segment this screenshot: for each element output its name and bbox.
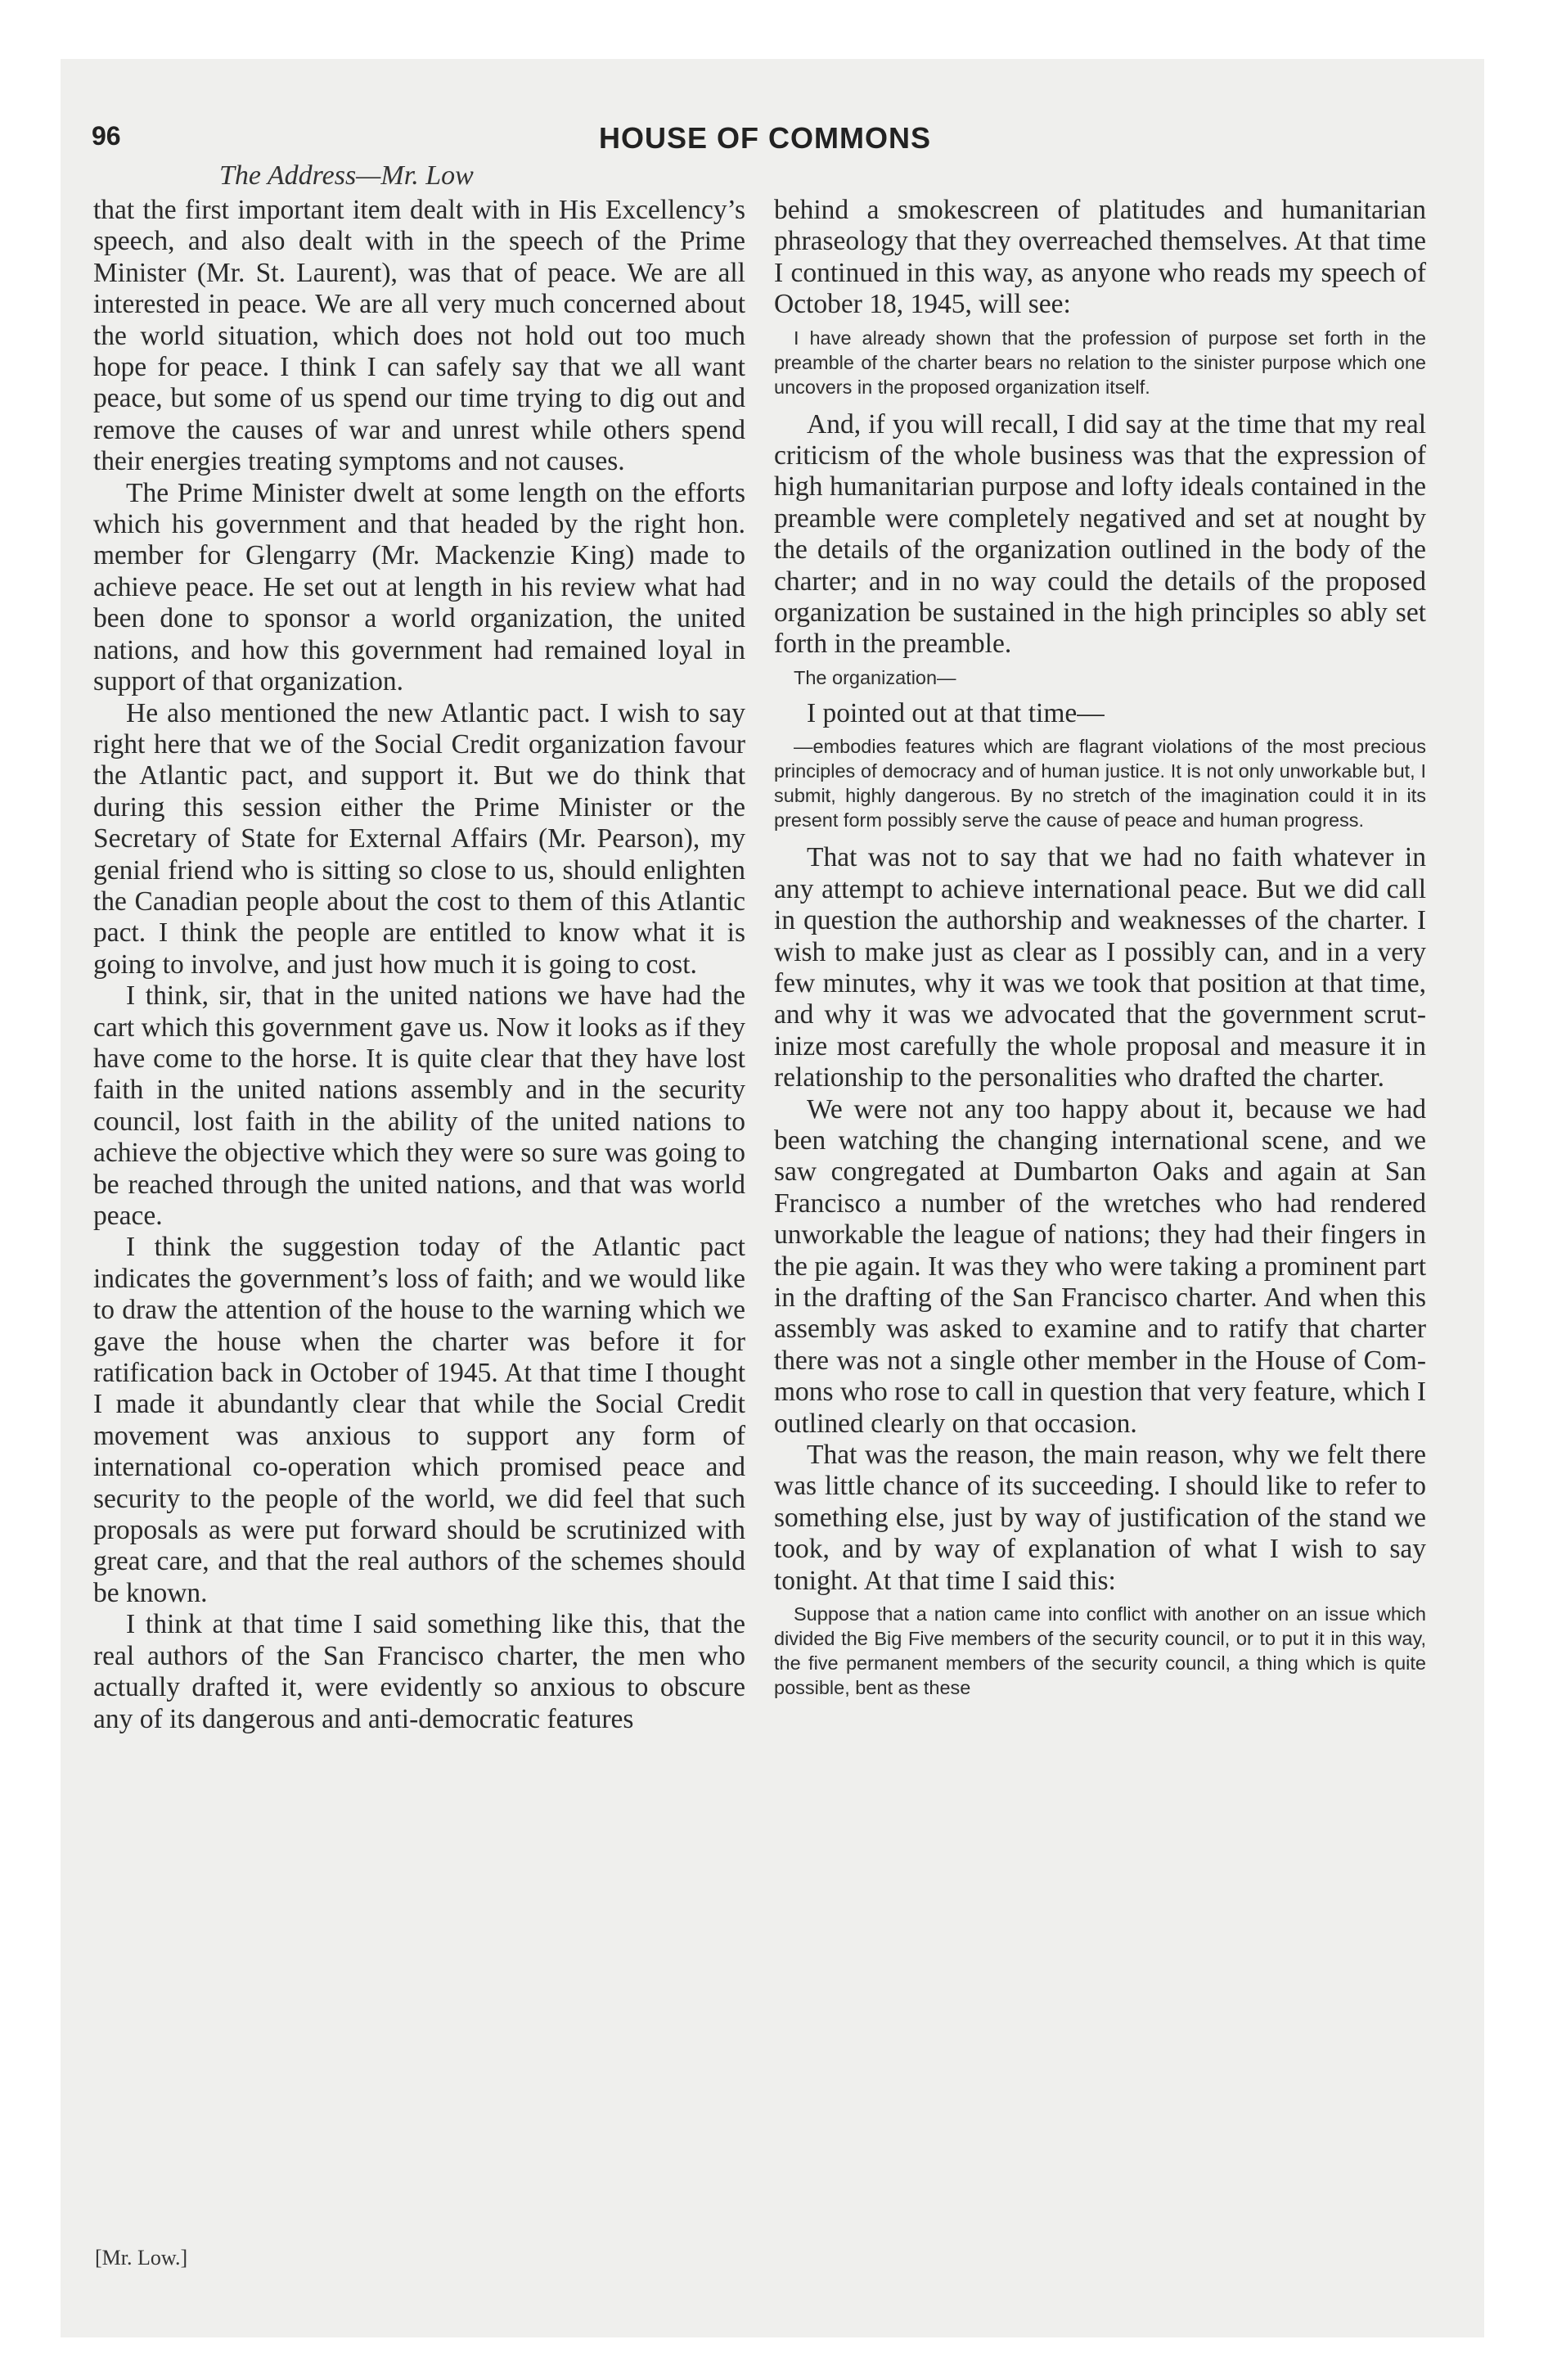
block-quote: Suppose that a nation came into conflict with another on an issue which divided the Big Five members of the security council, or to put it in this way, the five permanent members of the security council, a thing which is quite possible, bent as these <box>774 1603 1426 1699</box>
left-column <box>93 195 745 1735</box>
paragraph: He also mentioned the new Atlantic pact. I wish to say right here that we of the Social Credit organization favour the Atlantic pact, and support it. But we do think that during this session either the Prime Minister or the Secretary of State for External Affairs (Mr. Pearson), my genial friend who is sitting so close to us, should enlighten the Canadian people about the cost to them of this Atlantic pact. I think the people are entitled to know what it is going to involve, and just how much it is going to cost. <box>93 697 745 980</box>
paragraph: That was not to say that we had no faith whatever in any attempt to achieve international peace. But we did call in question the authorship and weaknesses of the charter. I wish to make just as clear as I possibly can, and in a very few minutes, why it was we took that position at that time, and why it was we advocated that the government scrutinize most carefully the whole proposal and measure it in relationship to the personalities who drafted the charter. <box>774 842 1426 1093</box>
paragraph: I think the suggestion today of the Atlantic pact indicates the government’s loss of faith; and we would like to draw the attention of the house to the warning which we gave the house when the charter was before it for ratification back in October of 1945. At that time I thought I made it abundantly clear that while the Social Credit movement was anxious to support any form of international co-operation which promised peace and security to the people of the world, we did feel that such proposals as were put forward should be scrutinized with great care, and that the real authors of the schemes should be known. <box>93 1232 745 1608</box>
paragraph: That was the reason, the main reason, why we felt there was little chance of its succeeding. I should like to refer to something else, just by way of justification of the stand we took, and by way of explanation of what I wish to say tonight. At that time I said this: <box>774 1440 1426 1596</box>
right-column <box>774 195 1426 1710</box>
running-head: The Address—Mr. Low <box>219 160 474 191</box>
block-quote: I have already shown that the profession of purpose set forth in the preamble of the charter bears no relation to the sinister purpose which one uncovers in the proposed organization itself. <box>774 327 1426 398</box>
block-quote: The organization— <box>794 666 956 688</box>
publication-title: HOUSE OF COMMONS <box>599 121 932 155</box>
paragraph: I pointed out at that time— <box>807 697 1105 728</box>
paragraph: And, if you will recall, I did say at the time that my real criticism of the whole business was that the expression of high humanitarian purpose and lofty ideals contained in the preamble were completely negatived and set at nought by the details of the organization outlined in the body of the charter; and in no way could the details of the proposed organization be sustained in the high principles so ably set forth in the preamble. <box>774 408 1426 660</box>
page-number: 96 <box>92 121 121 151</box>
paragraph: We were not any too happy about it, because we had been watching the changing international scene, and we saw congregated at Dumbarton Oaks and again at San Francisco a number of the wretches who had rendered unworkable the league of nations; they had their fingers in the pie again. It was they who were taking a prominent part in the drafting of the San Francisco charter. And when this assembly was asked to examine and to ratify that charter there was not a single other member in the House of Commons who rose to call in question that very feature, which I outlined clearly on that occasion. <box>774 1093 1426 1439</box>
paragraph: that the first important item dealt with in His Excellency’s speech, and also dealt with in the speech of the Prime Minister (Mr. St. Laurent), was that of peace. We are all interested in peace. We are all very much concerned about the world situation, which does not hold out too much hope for peace. I think I can safely say that we all want peace, but some of us spend our time trying to dig out and remove the causes of war and unrest while others spend their energies treating symptoms and not causes. <box>93 195 745 477</box>
block-quote: —embodies features which are flagrant violations of the most precious principles of democracy and of human justice. It is not only unworkable but, I submit, highly dangerous. By no stretch of the imagination could it in its present form possibly serve the cause of peace and human progress. <box>774 736 1426 832</box>
speaker-footer: [Mr. Low.] <box>95 2246 188 2270</box>
paragraph: The Prime Minister dwelt at some length on the efforts which his government and that headed by the right hon. member for Glengarry (Mr. Mackenzie King) made to achieve peace. He set out at length in his review what had been done to sponsor a world organization, the united nations, and how this government had remained loyal in support of that organization. <box>93 477 745 697</box>
paragraph: I think at that time I said something like this, that the real authors of the San Francisco charter, the men who actually drafted it, were evidently so anxious to obscure any of its dangerous and anti-democratic features <box>93 1609 745 1734</box>
page-header <box>92 121 932 167</box>
paragraph: I think, sir, that in the united nations we have had the cart which this government gave us. Now it looks as if they have come to the horse. It is quite clear that they have lost faith in the united nations assembly and in the security council, lost faith in the ability of the united nations to achieve the objective which they were so sure was going to be reached through the united nations, and that was world peace. <box>93 980 745 1231</box>
paragraph: behind a smokescreen of platitudes and humanitarian phraseology that they overreached themselves. At that time I continued in this way, as anyone who reads my speech of October 18, 1945, will see: <box>774 195 1426 320</box>
